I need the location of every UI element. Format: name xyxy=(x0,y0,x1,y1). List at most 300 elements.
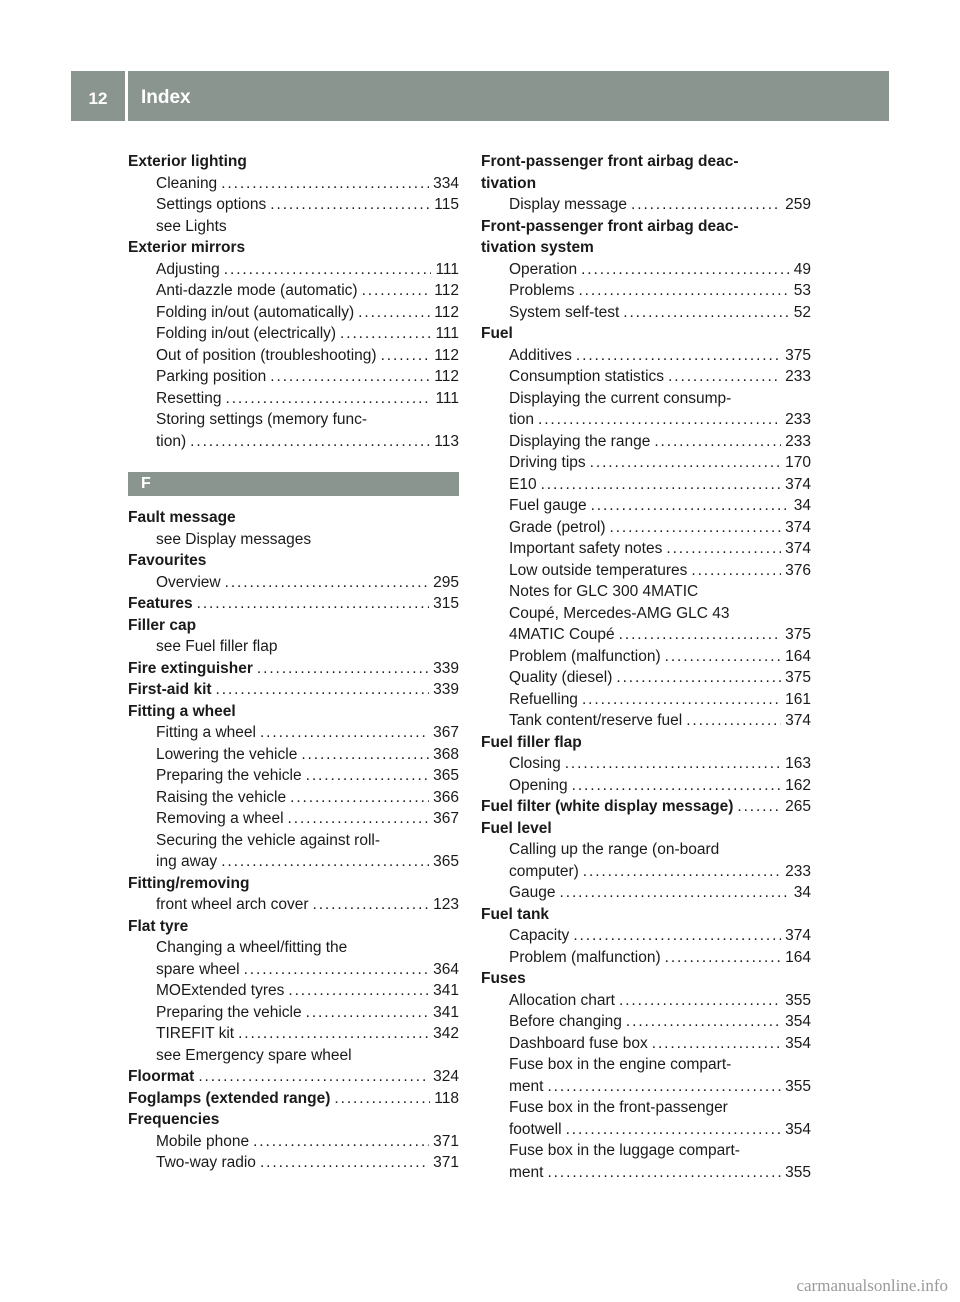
entry-text: Exterior mirrors xyxy=(128,239,246,256)
entry-text: E10 xyxy=(509,475,537,493)
index-subentry xyxy=(481,388,811,410)
entry-text: System self-test xyxy=(509,303,620,321)
page-reference: 374 xyxy=(785,475,811,493)
index-heading xyxy=(128,1088,459,1110)
page-reference: 163 xyxy=(785,755,811,772)
entry-text: Exterior lighting xyxy=(128,153,247,170)
dot-leader xyxy=(560,882,790,904)
dot-leader xyxy=(340,323,431,345)
page-header xyxy=(71,71,889,121)
index-subentry xyxy=(128,980,459,1002)
entry-text: Allocation chart xyxy=(509,991,615,1009)
index-subentry xyxy=(481,1097,811,1119)
index-subentry xyxy=(128,280,459,302)
entry-text: tion) xyxy=(156,432,187,450)
dot-leader xyxy=(573,925,781,947)
page-reference: 111 xyxy=(435,325,459,342)
dot-leader xyxy=(260,1152,429,1174)
page-reference: 354 xyxy=(785,1034,811,1052)
dot-leader xyxy=(591,495,790,517)
index-subentry xyxy=(128,345,459,367)
entry-text: Foglamps (extended range) xyxy=(128,1089,331,1107)
entry-text: Two-way radio xyxy=(156,1154,256,1171)
page-reference: 367 xyxy=(433,724,459,741)
index-subentry xyxy=(128,409,459,431)
page-reference: 375 xyxy=(785,626,811,643)
entry-text: Before changing xyxy=(509,1013,622,1030)
index-subentry xyxy=(481,710,811,732)
dot-leader xyxy=(381,345,431,367)
entry-text: Fitting a wheel xyxy=(156,724,256,741)
entry-text: see Lights xyxy=(156,217,227,235)
page-reference: 315 xyxy=(433,595,459,612)
entry-text: Flat tyre xyxy=(128,917,189,935)
dot-leader xyxy=(576,345,781,367)
entry-text: Front-passenger front airbag deac- xyxy=(481,217,739,235)
dot-leader xyxy=(358,302,430,324)
index-subentry xyxy=(128,173,459,195)
index-subentry xyxy=(481,1119,811,1141)
entry-text: Folding in/out (automatically) xyxy=(156,303,355,321)
index-subentry xyxy=(481,538,811,560)
index-heading xyxy=(481,818,811,840)
page-reference: 259 xyxy=(785,196,811,213)
entry-text: Coupé, Mercedes-AMG GLC 43 xyxy=(509,604,730,622)
entry-text: Fuel xyxy=(481,325,513,342)
header-divider xyxy=(125,71,128,121)
page-reference: 162 xyxy=(785,776,811,794)
index-subentry xyxy=(481,925,811,947)
entry-text: Fuse box in the engine compart- xyxy=(509,1056,732,1073)
page-reference: 170 xyxy=(785,454,811,471)
entry-text: Problem (malfunction) xyxy=(509,647,661,665)
index-subentry xyxy=(481,194,811,216)
entry-text: Fuses xyxy=(481,970,526,987)
page-reference: 371 xyxy=(433,1154,459,1171)
entry-text: Notes for GLC 300 4MATIC xyxy=(509,583,699,600)
dot-leader xyxy=(737,796,781,818)
index-subentry xyxy=(481,280,811,302)
page-reference: 112 xyxy=(434,282,459,299)
dot-leader xyxy=(225,388,431,410)
entry-text: ment xyxy=(509,1163,544,1181)
index-subentry xyxy=(128,366,459,388)
entry-text: Overview xyxy=(156,573,221,591)
page-reference: 374 xyxy=(785,927,811,944)
index-subentry xyxy=(481,452,811,474)
index-subentry xyxy=(481,366,811,388)
dot-leader xyxy=(665,646,782,668)
dot-leader xyxy=(221,173,429,195)
entry-text: tion xyxy=(509,411,534,428)
dot-leader xyxy=(581,259,790,281)
dot-leader xyxy=(582,689,781,711)
dot-leader xyxy=(623,302,790,324)
index-subentry xyxy=(481,839,811,861)
dot-leader xyxy=(547,1076,781,1098)
dot-leader xyxy=(691,560,781,582)
entry-text: Problems xyxy=(509,282,575,299)
entry-text: Fault message xyxy=(128,509,236,526)
entry-text: Floormat xyxy=(128,1068,195,1085)
entry-text: footwell xyxy=(509,1120,562,1138)
page-reference: 342 xyxy=(433,1025,459,1042)
entry-text: Displaying the range xyxy=(509,432,651,450)
entry-text: Additives xyxy=(509,346,572,364)
page-reference: 34 xyxy=(793,884,811,901)
index-column-left xyxy=(128,151,459,1174)
index-subentry xyxy=(481,1140,811,1162)
index-heading xyxy=(481,732,811,754)
dot-leader xyxy=(590,452,781,474)
entry-text: computer) xyxy=(509,862,579,880)
page-reference: 115 xyxy=(434,196,459,213)
entry-text: ment xyxy=(509,1077,544,1095)
index-heading xyxy=(128,550,459,572)
index-subentry xyxy=(128,937,459,959)
page-reference: 123 xyxy=(433,896,459,913)
index-subentry xyxy=(481,495,811,517)
page-reference: 374 xyxy=(785,712,811,729)
index-subentry xyxy=(128,851,459,873)
page-reference: 339 xyxy=(433,681,459,698)
dot-leader xyxy=(253,1131,429,1153)
dot-leader xyxy=(609,517,781,539)
page-reference: 365 xyxy=(433,767,459,784)
index-subentry xyxy=(128,529,459,551)
dot-leader xyxy=(238,1023,429,1045)
index-subentry xyxy=(128,830,459,852)
entry-text: ing away xyxy=(156,853,218,870)
page-reference: 113 xyxy=(434,432,459,450)
page-reference: 354 xyxy=(785,1013,811,1030)
index-heading xyxy=(128,873,459,895)
dot-leader xyxy=(198,1066,429,1088)
index-heading xyxy=(128,151,459,173)
index-subentry xyxy=(481,603,811,625)
dot-leader xyxy=(257,658,429,680)
page-reference: 324 xyxy=(433,1068,459,1085)
index-subentry xyxy=(128,323,459,345)
page-reference: 112 xyxy=(434,346,459,364)
dot-leader xyxy=(225,572,430,594)
dot-leader xyxy=(565,753,781,775)
dot-leader xyxy=(631,194,781,216)
entry-text: Parking position xyxy=(156,368,267,385)
index-subentry xyxy=(128,194,459,216)
index-subentry xyxy=(481,861,811,883)
index-list-f-continued xyxy=(481,151,811,1183)
dot-leader xyxy=(313,894,430,916)
index-subentry xyxy=(481,1162,811,1184)
page-reference: 161 xyxy=(785,690,811,708)
index-heading xyxy=(128,658,459,680)
entry-text: 4MATIC Coupé xyxy=(509,626,615,643)
page-reference: 341 xyxy=(433,1003,459,1021)
page-reference: 375 xyxy=(785,669,811,686)
page-reference: 112 xyxy=(434,303,459,321)
page-reference: 355 xyxy=(785,991,811,1009)
index-heading xyxy=(481,237,811,259)
entry-text: Raising the vehicle xyxy=(156,788,287,806)
dot-leader xyxy=(654,431,781,453)
index-subentry xyxy=(481,560,811,582)
index-subentry xyxy=(481,474,811,496)
entry-text: Fire extinguisher xyxy=(128,659,253,677)
dot-leader xyxy=(665,947,782,969)
index-subentry xyxy=(481,431,811,453)
entry-text: Quality (diesel) xyxy=(509,669,613,686)
index-heading xyxy=(481,173,811,195)
index-heading xyxy=(128,615,459,637)
page-reference: 374 xyxy=(785,540,811,557)
index-heading xyxy=(481,796,811,818)
page-reference: 341 xyxy=(433,982,459,999)
dot-leader xyxy=(334,1088,430,1110)
index-subentry xyxy=(481,990,811,1012)
dot-leader xyxy=(578,280,789,302)
entry-text: Favourites xyxy=(128,552,207,569)
entry-text: Front-passenger front airbag deac- xyxy=(481,153,739,170)
entry-text: see Display messages xyxy=(156,530,312,548)
page-reference: 265 xyxy=(785,798,811,815)
entry-text: Settings options xyxy=(156,196,267,213)
index-subentry xyxy=(481,1033,811,1055)
entry-text: tivation xyxy=(481,174,537,192)
page-reference: 339 xyxy=(433,659,459,677)
dot-leader xyxy=(619,624,781,646)
page-title: Index xyxy=(141,87,191,108)
index-subentry xyxy=(481,753,811,775)
dot-leader xyxy=(362,280,431,302)
entry-text: Low outside temperatures xyxy=(509,561,688,579)
page-reference: 53 xyxy=(793,282,811,299)
entry-text: Important safety notes xyxy=(509,540,663,557)
index-heading xyxy=(481,904,811,926)
entry-text: Anti-dazzle mode (automatic) xyxy=(156,282,358,299)
page-reference: 233 xyxy=(785,432,811,450)
index-heading xyxy=(128,237,459,259)
index-heading xyxy=(128,593,459,615)
page-reference: 233 xyxy=(785,411,811,428)
index-subentry xyxy=(481,689,811,711)
page-reference: 371 xyxy=(433,1132,459,1150)
dot-leader xyxy=(666,538,781,560)
dot-leader xyxy=(306,1002,430,1024)
index-subentry xyxy=(128,1131,459,1153)
entry-text: Refuelling xyxy=(509,690,578,708)
index-heading xyxy=(128,916,459,938)
index-subentry xyxy=(128,787,459,809)
index-subentry xyxy=(128,431,459,453)
index-heading xyxy=(481,151,811,173)
entry-text: Display message xyxy=(509,196,628,213)
entry-text: Fuel filler flap xyxy=(481,733,582,751)
page-reference: 295 xyxy=(433,573,459,591)
index-subentry xyxy=(481,259,811,281)
dot-leader xyxy=(301,744,429,766)
index-subentry xyxy=(481,775,811,797)
index-subentry xyxy=(481,302,811,324)
index-subentry xyxy=(481,646,811,668)
page-reference: 355 xyxy=(785,1077,811,1095)
dot-leader xyxy=(547,1162,781,1184)
page-reference: 52 xyxy=(793,303,811,321)
section-letter-bar: F xyxy=(128,472,459,496)
entry-text: see Fuel filler flap xyxy=(156,638,278,655)
dot-leader xyxy=(626,1011,781,1033)
entry-text: Out of position (troubleshooting) xyxy=(156,346,377,364)
index-subentry xyxy=(128,894,459,916)
page-reference: 364 xyxy=(433,960,459,978)
dot-leader xyxy=(619,990,781,1012)
entry-text: Fitting a wheel xyxy=(128,702,236,720)
dot-leader xyxy=(260,722,429,744)
page-reference: 111 xyxy=(435,389,459,407)
entry-text: Dashboard fuse box xyxy=(509,1034,648,1052)
index-column-right xyxy=(481,151,811,1183)
dot-leader xyxy=(224,259,432,281)
page-reference: 111 xyxy=(435,260,459,278)
dot-leader xyxy=(288,808,430,830)
entry-text: Adjusting xyxy=(156,260,220,278)
dot-leader xyxy=(686,710,781,732)
index-subentry xyxy=(128,722,459,744)
page-reference: 334 xyxy=(433,174,459,192)
dot-leader xyxy=(541,474,782,496)
entry-text: see Emergency spare wheel xyxy=(156,1046,352,1064)
index-subentry xyxy=(481,1054,811,1076)
index-subentry xyxy=(481,409,811,431)
entry-text: Displaying the current consump- xyxy=(509,389,732,407)
entry-text: Calling up the range (on-board xyxy=(509,841,720,858)
index-subentry xyxy=(128,388,459,410)
entry-text: Capacity xyxy=(509,927,570,944)
entry-text: Mobile phone xyxy=(156,1132,250,1150)
entry-text: Removing a wheel xyxy=(156,810,284,827)
entry-text: Fuse box in the front-passenger xyxy=(509,1099,728,1116)
dot-leader xyxy=(221,851,429,873)
index-subentry xyxy=(481,581,811,603)
entry-text: Fitting/removing xyxy=(128,874,250,892)
entry-text: Opening xyxy=(509,776,568,794)
dot-leader xyxy=(652,1033,781,1055)
index-list-f xyxy=(128,507,459,1174)
index-subentry xyxy=(128,302,459,324)
watermark: carmanualsonline.info xyxy=(796,1276,948,1295)
dot-leader xyxy=(190,431,430,453)
dot-leader xyxy=(306,765,430,787)
entry-text: Fuel gauge xyxy=(509,497,587,514)
index-heading xyxy=(128,701,459,723)
page-reference: 34 xyxy=(793,497,811,514)
dot-leader xyxy=(216,679,430,701)
entry-text: Driving tips xyxy=(509,454,586,471)
dot-leader xyxy=(566,1119,782,1141)
entry-text: Tank content/reserve fuel xyxy=(509,712,683,729)
page-reference: 118 xyxy=(434,1089,459,1107)
entry-text: Changing a wheel/fitting the xyxy=(156,939,348,956)
entry-text: Frequencies xyxy=(128,1111,220,1128)
entry-text: Fuel tank xyxy=(481,905,550,923)
entry-text: front wheel arch cover xyxy=(156,896,309,913)
page-reference: 233 xyxy=(785,862,811,880)
index-subentry xyxy=(128,572,459,594)
index-subentry xyxy=(128,765,459,787)
entry-text: Preparing the vehicle xyxy=(156,1003,302,1021)
index-heading xyxy=(481,968,811,990)
entry-text: spare wheel xyxy=(156,960,240,978)
entry-text: Problem (malfunction) xyxy=(509,948,661,966)
entry-text: Preparing the vehicle xyxy=(156,767,302,784)
page-reference: 233 xyxy=(785,368,811,385)
page-reference: 366 xyxy=(433,788,459,806)
dot-leader xyxy=(668,366,781,388)
index-subentry xyxy=(481,1076,811,1098)
index-heading xyxy=(481,323,811,345)
entry-text: Fuel level xyxy=(481,819,552,837)
page-reference: 354 xyxy=(785,1120,811,1138)
entry-text: Resetting xyxy=(156,389,222,407)
entry-text: Gauge xyxy=(509,884,556,901)
index-subentry xyxy=(481,947,811,969)
index-heading xyxy=(128,1109,459,1131)
index-subentry xyxy=(481,345,811,367)
page-reference: 367 xyxy=(433,810,459,827)
entry-text: Lowering the vehicle xyxy=(156,745,298,763)
dot-leader xyxy=(288,980,429,1002)
dot-leader xyxy=(538,409,781,431)
index-subentry xyxy=(481,624,811,646)
entry-text: Closing xyxy=(509,755,561,772)
index-subentry xyxy=(481,882,811,904)
index-subentry xyxy=(128,808,459,830)
page-reference: 365 xyxy=(433,853,459,870)
entry-text: Fuse box in the luggage compart- xyxy=(509,1142,740,1159)
entry-text: Storing settings (memory func- xyxy=(156,411,368,428)
entry-text: MOExtended tyres xyxy=(156,982,285,999)
entry-text: Operation xyxy=(509,260,578,278)
dot-leader xyxy=(244,959,430,981)
index-subentry xyxy=(128,1023,459,1045)
entry-text: Filler cap xyxy=(128,616,197,634)
dot-leader xyxy=(583,861,781,883)
page-reference: 164 xyxy=(785,948,811,966)
page-reference: 376 xyxy=(785,561,811,579)
index-subentry xyxy=(128,1045,459,1067)
page-reference: 368 xyxy=(433,745,459,763)
index-subentry xyxy=(481,1011,811,1033)
index-list-e xyxy=(128,151,459,452)
page-reference: 112 xyxy=(434,368,459,385)
dot-leader xyxy=(616,667,781,689)
index-subentry xyxy=(481,667,811,689)
dot-leader xyxy=(572,775,782,797)
index-subentry xyxy=(128,1152,459,1174)
index-subentry xyxy=(128,1002,459,1024)
entry-text: TIREFIT kit xyxy=(156,1025,235,1042)
page-reference: 164 xyxy=(785,647,811,665)
page-reference: 49 xyxy=(793,260,811,278)
entry-text: Features xyxy=(128,595,193,612)
index-heading xyxy=(128,679,459,701)
entry-text: Folding in/out (electrically) xyxy=(156,325,337,342)
index-subentry xyxy=(128,959,459,981)
index-subentry xyxy=(128,636,459,658)
page-reference: 375 xyxy=(785,346,811,364)
page-number: 12 xyxy=(88,89,108,108)
dot-leader xyxy=(290,787,429,809)
